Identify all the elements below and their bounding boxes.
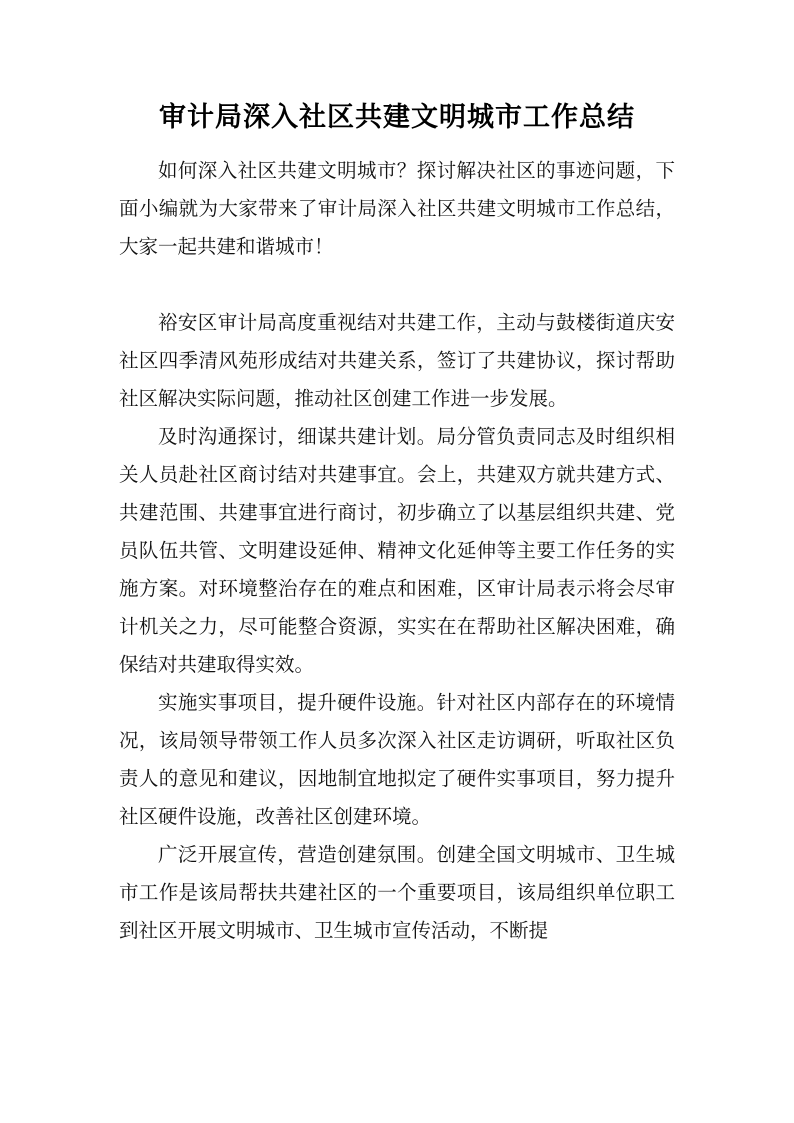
body-paragraph-4: 广泛开展宣传，营造创建氛围。创建全国文明城市、卫生城市工作是该局帮扶共建社区的一个重要项目，该局组织单位职工到社区开展文明城市、卫生城市宣传活动，不断提	[119, 843, 675, 942]
document-body	[119, 152, 675, 950]
body-paragraph-2: 及时沟通探讨，细谋共建计划。局分管负责同志及时组织相关人员赴社区商讨结对共建事宜。会上，共建双方就共建方式、共建范围、共建事宜进行商讨，初步确立了以基层组织共建、党员队伍共管、文明建设延伸、精神文化延伸等主要工作任务的实施方案。对环境整治存在的难点和困难，区审计局表示将会尽审计机关之力，尽可能整合资源，实实在在帮助社区解决困难，确保结对共建取得实效。	[119, 425, 675, 676]
document-title: 审计局深入社区共建文明城市工作总结	[159, 102, 635, 133]
body-paragraph-3: 实施实事项目，提升硬件设施。针对社区内部存在的环境情况，该局领导带领工作人员多次深入社区走访调研，听取社区负责人的意见和建议，因地制宜地拟定了硬件实事项目，努力提升社区硬件设施，改善社区创建环境。	[119, 691, 675, 828]
body-paragraph-1: 裕安区审计局高度重视结对共建工作，主动与鼓楼街道庆安社区四季清风苑形成结对共建关系，签订了共建协议，探讨帮助社区解决实际问题，推动社区创建工作进一步发展。	[119, 311, 675, 410]
intro-paragraph: 如何深入社区共建文明城市？探讨解决社区的事迹问题，下面小编就为大家带来了审计局深入社区共建文明城市工作总结，大家一起共建和谐城市！	[119, 159, 675, 258]
